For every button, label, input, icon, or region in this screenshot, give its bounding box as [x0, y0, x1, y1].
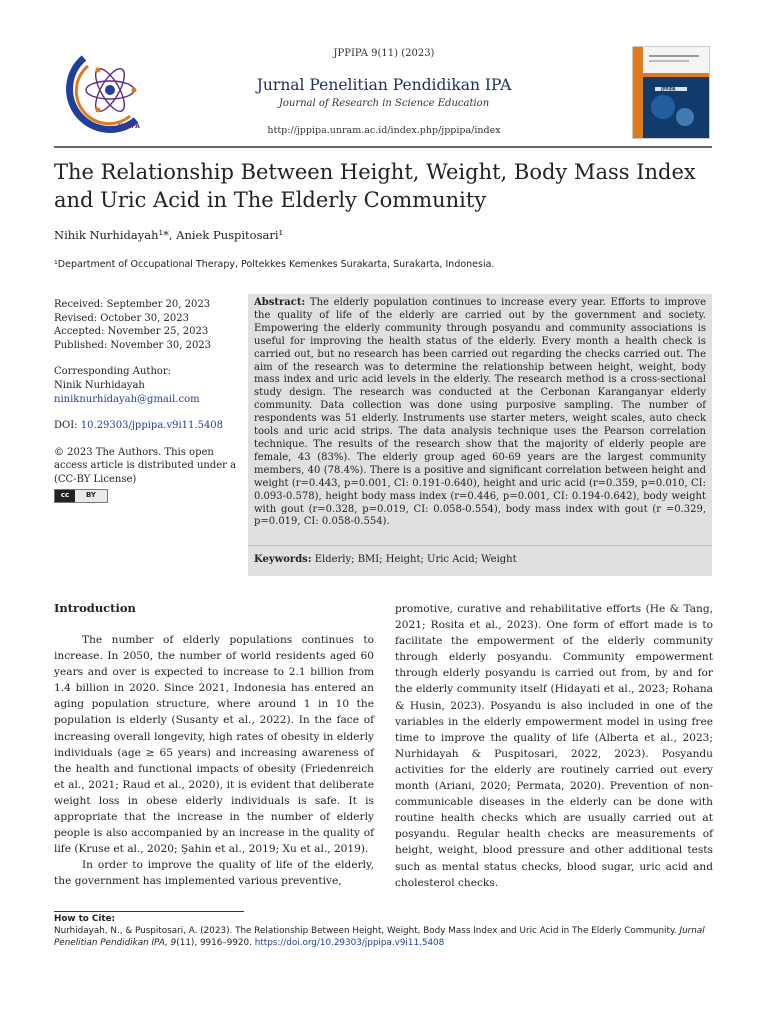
cover-label: JPPIPA [661, 86, 676, 92]
keywords-label: Keywords: [254, 554, 312, 565]
footer-divider [54, 911, 244, 912]
introduction-heading: Introduction [54, 601, 136, 615]
cc-by-badge[interactable] [54, 489, 108, 503]
paragraph: In order to improve the quality of life of the elderly, the government has implemented various preventive, [54, 859, 374, 888]
keywords-line [254, 554, 706, 565]
dates-block [54, 298, 242, 352]
license-block [54, 446, 242, 503]
license-text: © 2023 The Authors. This open access article is distributed under a (CC-BY License) [54, 446, 237, 485]
author-affiliation: ¹Department of Occupational Therapy, Poltekkes Kemenkes Surakarta, Surakarta, Indonesia. [54, 259, 495, 270]
doi-block [54, 419, 242, 433]
paragraph: promotive, curative and rehabilitative efforts (He & Tang, 2021; Rosita et al., 2023). One form of effort made is to facilitate the empowerment of the elderly community through elderly posyandu. Community empowerment through elderly posyandu is carried out from, by and for the elderly community itself (Hidayati et al., 2023; Rohana & Husin, 2023). Posyandu is also included in one of the variables in the elderly empowerment model in using free time to improve the quality of life (Alberta et al., 2023; Nurhidayah & Puspitosari, 2022, 2023). Posyandu activities for the elderly are routinely carried out every month (Ariani, 2020; Permata, 2020). Prevention of non-communicable diseases in the elderly can be done with routine health checks which are usually carried out at posyandu. Regular health checks are measurements of height, weight, blood pressure and other additional tests such as mental status checks, blood sugar, uric acid and cholesterol checks. [395, 603, 713, 889]
journal-volume: JPPIPA 9(11) (2023) [333, 48, 435, 59]
doi-link[interactable]: 10.29303/jppipa.v9i11.5408 [80, 420, 224, 432]
article-title: The Relationship Between Height, Weight, Body Mass Index and Uric Acid in The Elderly Community [54, 160, 696, 212]
header-divider [54, 146, 712, 148]
citation-text [54, 925, 724, 949]
how-to-cite [54, 913, 724, 949]
corresponding-label: Corresponding Author: [54, 366, 172, 378]
cite-journal: Jurnal Penelitian Pendidikan IPA, 9 [54, 926, 705, 948]
body-column-left [54, 632, 374, 890]
journal-subtitle: Journal of Research in Science Education [278, 98, 490, 109]
abstract-divider [248, 545, 712, 546]
revised-date: Revised: October 30, 2023 [54, 312, 189, 324]
cite-label: How to Cite: [54, 914, 116, 924]
corresponding-name: Ninik Nurhidayah [54, 379, 145, 391]
journal-url[interactable]: http://jppipa.unram.ac.id/index.php/jppipa/index [267, 125, 501, 136]
cite-doi-link[interactable]: https://doi.org/10.29303/jppipa.v9i11.5408 [254, 938, 445, 948]
abstract-label: Abstract: [254, 297, 306, 308]
accepted-date: Accepted: November 25, 2023 [54, 326, 209, 338]
keywords-list: Elderly; BMI; Height; Uric Acid; Weight [314, 554, 517, 565]
article-info-sidebar [54, 298, 242, 516]
published-date: Published: November 30, 2023 [54, 339, 212, 351]
logo-text: JPPIPA [118, 123, 140, 130]
received-date: Received: September 20, 2023 [54, 299, 211, 310]
body-column-right [395, 601, 713, 891]
abstract-box [248, 294, 712, 576]
cite-pages: (11), 9916–9920. [176, 938, 252, 948]
doi-label: DOI: [54, 420, 78, 432]
journal-title: Jurnal Penelitian Pendidikan IPA [256, 76, 512, 94]
abstract-text: The elderly population continues to increase every year. Efforts to improve the quality of life of the elderly are carried out by the government and society. Empowering the elderly community through posyandu and community associations is useful for improving the health status of the elderly. Every month a health check is carried out, but no research has been carried out regarding the checks carried out. The aim of the research was to determine the relationship between height, weight, body mass index and uric acid levels in the elderly. The research method is a cross-sectional study design. The research was conducted at the Cerbonan Karanganyar elderly community. Data collection was done using purposive sampling. The number of respondents was 51 elderly. Instruments use starter meters, weight scales, auto check tools and uric acid strips. The data analysis technique uses the Pearson correlation technique. The results of the research show that the majority of elderly people are female, 43 (83%). The elderly group aged 60-69 years are the largest community members, 40 (78.4%). There is a positive and significant correlation between height and weight (r=0.443, p=0.001, CI: 0.191-0.640), height and uric acid (r=0.359, p=0.010, CI: 0.093-0.578), height body mass index (r=0.446, p=0.001, CI: 0.194-0.642), body weight with gout (r=0.328, p=0.019, CI: 0.058-0.554), body mass index with gout (r =0.329, p=0.019, CI: 0.058-0.554). [254, 297, 707, 528]
cc-icon: cc [55, 490, 75, 502]
by-icon: BY [85, 490, 97, 499]
corresponding-block [54, 365, 242, 406]
author-email-link[interactable]: niniknurhidayah@gmail.com [54, 393, 200, 405]
paragraph: The number of elderly populations continues to increase. In 2050, the number of world residents aged 60 years and over is expected to increase to 2.1 billion from 1.4 billion in 2020. Since 2021, Indonesia has entered an aging population structure, where around 1 in 10 the population is elderly (Susanty et al., 2022). In the face of increasing overall longevity, high rates of obesity in elderly individuals (age ≥ 65 years) and increasing awareness of the health and functional impacts of obesity (Friedenreich et al., 2021; Raud et al., 2020), it is evident that deliberate weight loss in obese elderly individuals is safe. It is appropriate that the increase in the number of elderly people is also accompanied by an increase in the quality of life (Kruse et al., 2020; Şahin et al., 2019; Xu et al., 2019). [54, 634, 374, 856]
journal-cover-thumbnail [632, 46, 710, 139]
cite-authors: Nurhidayah, N., & Puspitosari, A. (2023). The Relationship Between Height, Weight, Body Mass Index and Uric Acid in The Elderly Community. [54, 926, 677, 936]
article-authors: Nihik Nurhidayah¹*, Aniek Puspitosari¹ [54, 228, 284, 242]
